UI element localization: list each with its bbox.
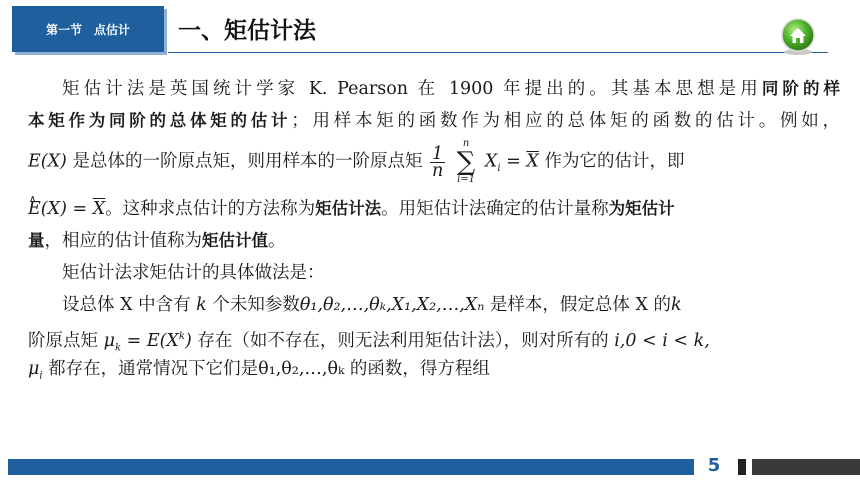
footer-bar — [8, 459, 694, 475]
math-var: μ — [28, 359, 40, 379]
math-expr: (X) = — [40, 199, 88, 219]
text-run: 是样本，假定总体 X 的 — [489, 295, 672, 315]
home-icon — [778, 16, 818, 56]
text-run: 存在（如不存在，则无法利用矩估计法），则对所有的 — [197, 330, 609, 351]
text-line-7 — [28, 290, 682, 320]
bold-term: 同阶的样 — [761, 79, 841, 98]
text-run: 都存在，通常情况下它们是θ₁,θ₂,…,θₖ 的函数，得方程组 — [48, 359, 490, 379]
footer-mark — [738, 459, 746, 475]
math-sub: i — [39, 370, 43, 382]
text-line-3 — [28, 138, 685, 185]
text-line-2 — [28, 106, 840, 136]
math-var: k — [671, 295, 682, 315]
sum-upper: n — [462, 138, 470, 149]
math-sup: k — [178, 331, 185, 342]
text-line-4 — [28, 194, 675, 224]
bold-term: 量 — [28, 231, 45, 250]
footer-block — [752, 459, 860, 475]
math-sub: i — [497, 163, 501, 174]
sum-lower: i=1 — [457, 174, 476, 185]
math-var: X — [484, 151, 498, 172]
text-run: 。 — [268, 231, 286, 251]
text-line-8 — [28, 322, 710, 352]
math-var: θ — [299, 295, 311, 315]
text-run: ，相应的估计值称为 — [44, 231, 202, 251]
text-run: 。用矩估计法确定的估计量称 — [381, 199, 609, 219]
math-ex: E(X) — [28, 151, 67, 172]
text-run: 阶原点矩 — [28, 330, 98, 351]
equals-sign: = — [506, 151, 521, 172]
section-name: 点估计 — [94, 22, 131, 37]
text-line-5 — [28, 226, 286, 256]
math-e-hat: ∧ E — [28, 199, 41, 219]
text-line-1 — [28, 74, 840, 104]
bold-term: 矩估计值 — [202, 231, 268, 250]
bold-term: 本矩作为同阶的总体矩的估计 — [28, 111, 292, 130]
title-divider — [168, 52, 828, 53]
text-run: 矩估计法求矩估计的具体做法是： — [62, 263, 325, 283]
section-label: 第一节 — [45, 22, 82, 37]
text-run: 设总体 X 中含有 — [62, 295, 191, 315]
text-run: 。这种求点估计的方法称为 — [105, 199, 316, 219]
math-var: μ — [103, 330, 115, 351]
summation — [457, 138, 476, 186]
math-xbar: $\overline{X}$ — [92, 199, 106, 219]
text-run: 是总体的一阶原点矩，则用样本的一阶原点矩 — [72, 151, 423, 172]
sigma-symbol: ∑ — [456, 147, 476, 177]
math-sub: k — [114, 342, 122, 354]
bold-term: 矩估计法 — [315, 199, 382, 218]
fraction-numerator: 1 — [432, 143, 444, 164]
fraction — [430, 143, 445, 181]
section-tab — [12, 6, 164, 52]
math-expr: i,0 < i < k, — [614, 330, 710, 351]
text-run: ；用样本矩的函数作为相应的总体矩的函数的估计。例如， — [291, 111, 840, 131]
bold-term: 为矩估计 — [608, 199, 675, 218]
text-line-9 — [28, 354, 490, 384]
text-run: 个未知参数 — [212, 295, 300, 315]
math-var: k — [196, 295, 207, 315]
math-expr: ₁,θ₂,…,θₖ,X₁,X₂,…,Xₙ — [310, 295, 485, 315]
text-run: 矩估计法是英国统计学家 K. Pearson 在 1900 年提出的。其基本思想是用 — [62, 79, 762, 99]
fraction-denominator: n — [431, 160, 444, 181]
text-line-6 — [28, 258, 325, 288]
page-number: 5 — [707, 455, 721, 476]
math-expr: = E(X — [126, 330, 179, 351]
math-expr: ) — [184, 330, 192, 351]
text-run: 作为它的估计，即 — [544, 151, 685, 172]
math-xbar: $\overline{X}$ — [526, 151, 539, 172]
page-title: 一、矩估计法 — [178, 18, 316, 44]
home-button[interactable] — [778, 16, 818, 56]
